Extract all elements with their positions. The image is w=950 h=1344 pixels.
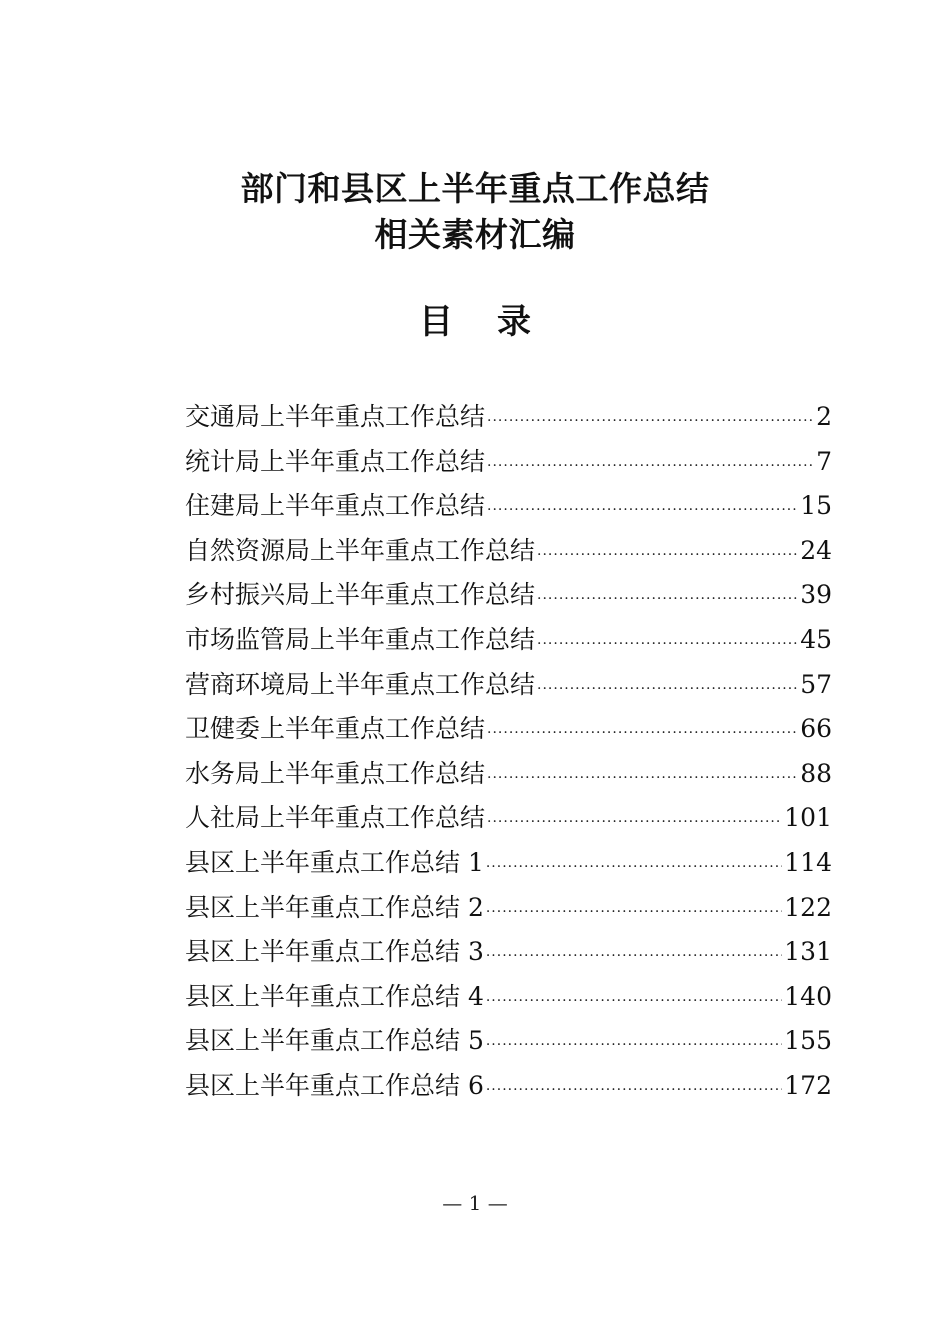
toc-leader-dots [486,979,782,1023]
toc-entry[interactable] [185,395,832,440]
toc-entry[interactable] [185,484,832,529]
toc-entry-title: 县区上半年重点工作总结 1 [185,847,484,877]
toc-entry-title: 交通局上半年重点工作总结 [185,402,486,431]
toc-entry-page: 15 [800,491,832,521]
toc-entry[interactable] [185,707,832,752]
toc-entry-page: 45 [800,624,832,654]
toc-entry-page: 2 [816,402,832,431]
toc-entry-title: 卫健委上半年重点工作总结 [185,714,486,744]
toc-entry-page: 172 [784,1070,832,1100]
toc-entry[interactable] [185,529,832,574]
toc-entry[interactable] [185,930,832,975]
toc-entry-page: 7 [816,446,832,476]
toc-leader-dots [487,711,798,755]
toc-entry-title: 自然资源局上半年重点工作总结 [185,535,536,565]
toc-entry[interactable] [185,975,832,1020]
toc-entry-page: 122 [784,892,832,922]
toc-leader-dots [487,444,814,488]
toc-entry-title: 县区上半年重点工作总结 2 [185,892,484,922]
title-line-2: 相关素材汇编 [374,215,576,254]
toc-entry-title: 县区上半年重点工作总结 3 [185,937,484,967]
toc-heading-char-1: 目 [419,302,453,342]
title-line-1: 部门和县区上半年重点工作总结 [240,169,710,208]
toc-entry[interactable] [185,752,832,797]
document-title [0,166,950,258]
toc-leader-dots [537,533,798,577]
toc-entry-page: 88 [800,758,832,788]
toc-entry-page: 101 [784,803,832,833]
toc-entry[interactable] [185,841,832,886]
toc-entry-title: 县区上半年重点工作总结 4 [185,981,484,1011]
toc-leader-dots [486,1068,782,1112]
toc-entry-title: 水务局上半年重点工作总结 [185,758,486,788]
toc-entry-title: 人社局上半年重点工作总结 [185,803,486,833]
toc-entry-page: 57 [800,669,832,699]
toc-entry-page: 24 [800,535,832,565]
toc-entry-title: 住建局上半年重点工作总结 [185,491,486,521]
page-number: — 1 — [442,1191,508,1215]
toc-leader-dots [537,622,798,666]
toc-heading-char-2: 录 [497,302,531,342]
toc-entry-title: 县区上半年重点工作总结 6 [185,1070,484,1100]
toc-leader-dots [486,845,782,889]
toc-leader-dots [486,934,782,978]
toc-leader-dots [486,890,782,934]
toc-entry-title: 统计局上半年重点工作总结 [185,446,486,476]
toc-entry[interactable] [185,796,832,841]
toc-leader-dots [486,1023,782,1067]
toc-leader-dots [537,577,798,621]
toc-entry[interactable] [185,1064,832,1109]
toc-leader-dots [487,488,798,532]
toc-leader-dots [487,399,814,443]
toc-entry-page: 131 [784,937,832,967]
toc-entry-page: 66 [800,714,832,744]
toc-entry[interactable] [185,618,832,663]
toc-entry-title: 市场监管局上半年重点工作总结 [185,624,536,654]
toc-entry-page: 39 [800,580,832,610]
toc-entry-page: 140 [784,981,832,1011]
toc-entry-page: 155 [784,1026,832,1056]
toc-entry-title: 县区上半年重点工作总结 5 [185,1026,484,1056]
toc-entry-page: 114 [784,847,832,877]
toc-leader-dots [487,800,782,844]
toc-entry[interactable] [185,573,832,618]
toc-heading [0,298,950,346]
toc-entry-title: 营商环境局上半年重点工作总结 [185,669,536,699]
toc-leader-dots [537,667,798,711]
toc-entry[interactable] [185,1019,832,1064]
toc-entry[interactable] [185,440,832,485]
toc-leader-dots [487,756,798,800]
toc-entry[interactable] [185,663,832,708]
toc-entry[interactable] [185,886,832,931]
toc-entry-title: 乡村振兴局上半年重点工作总结 [185,580,536,610]
table-of-contents [185,395,832,1109]
